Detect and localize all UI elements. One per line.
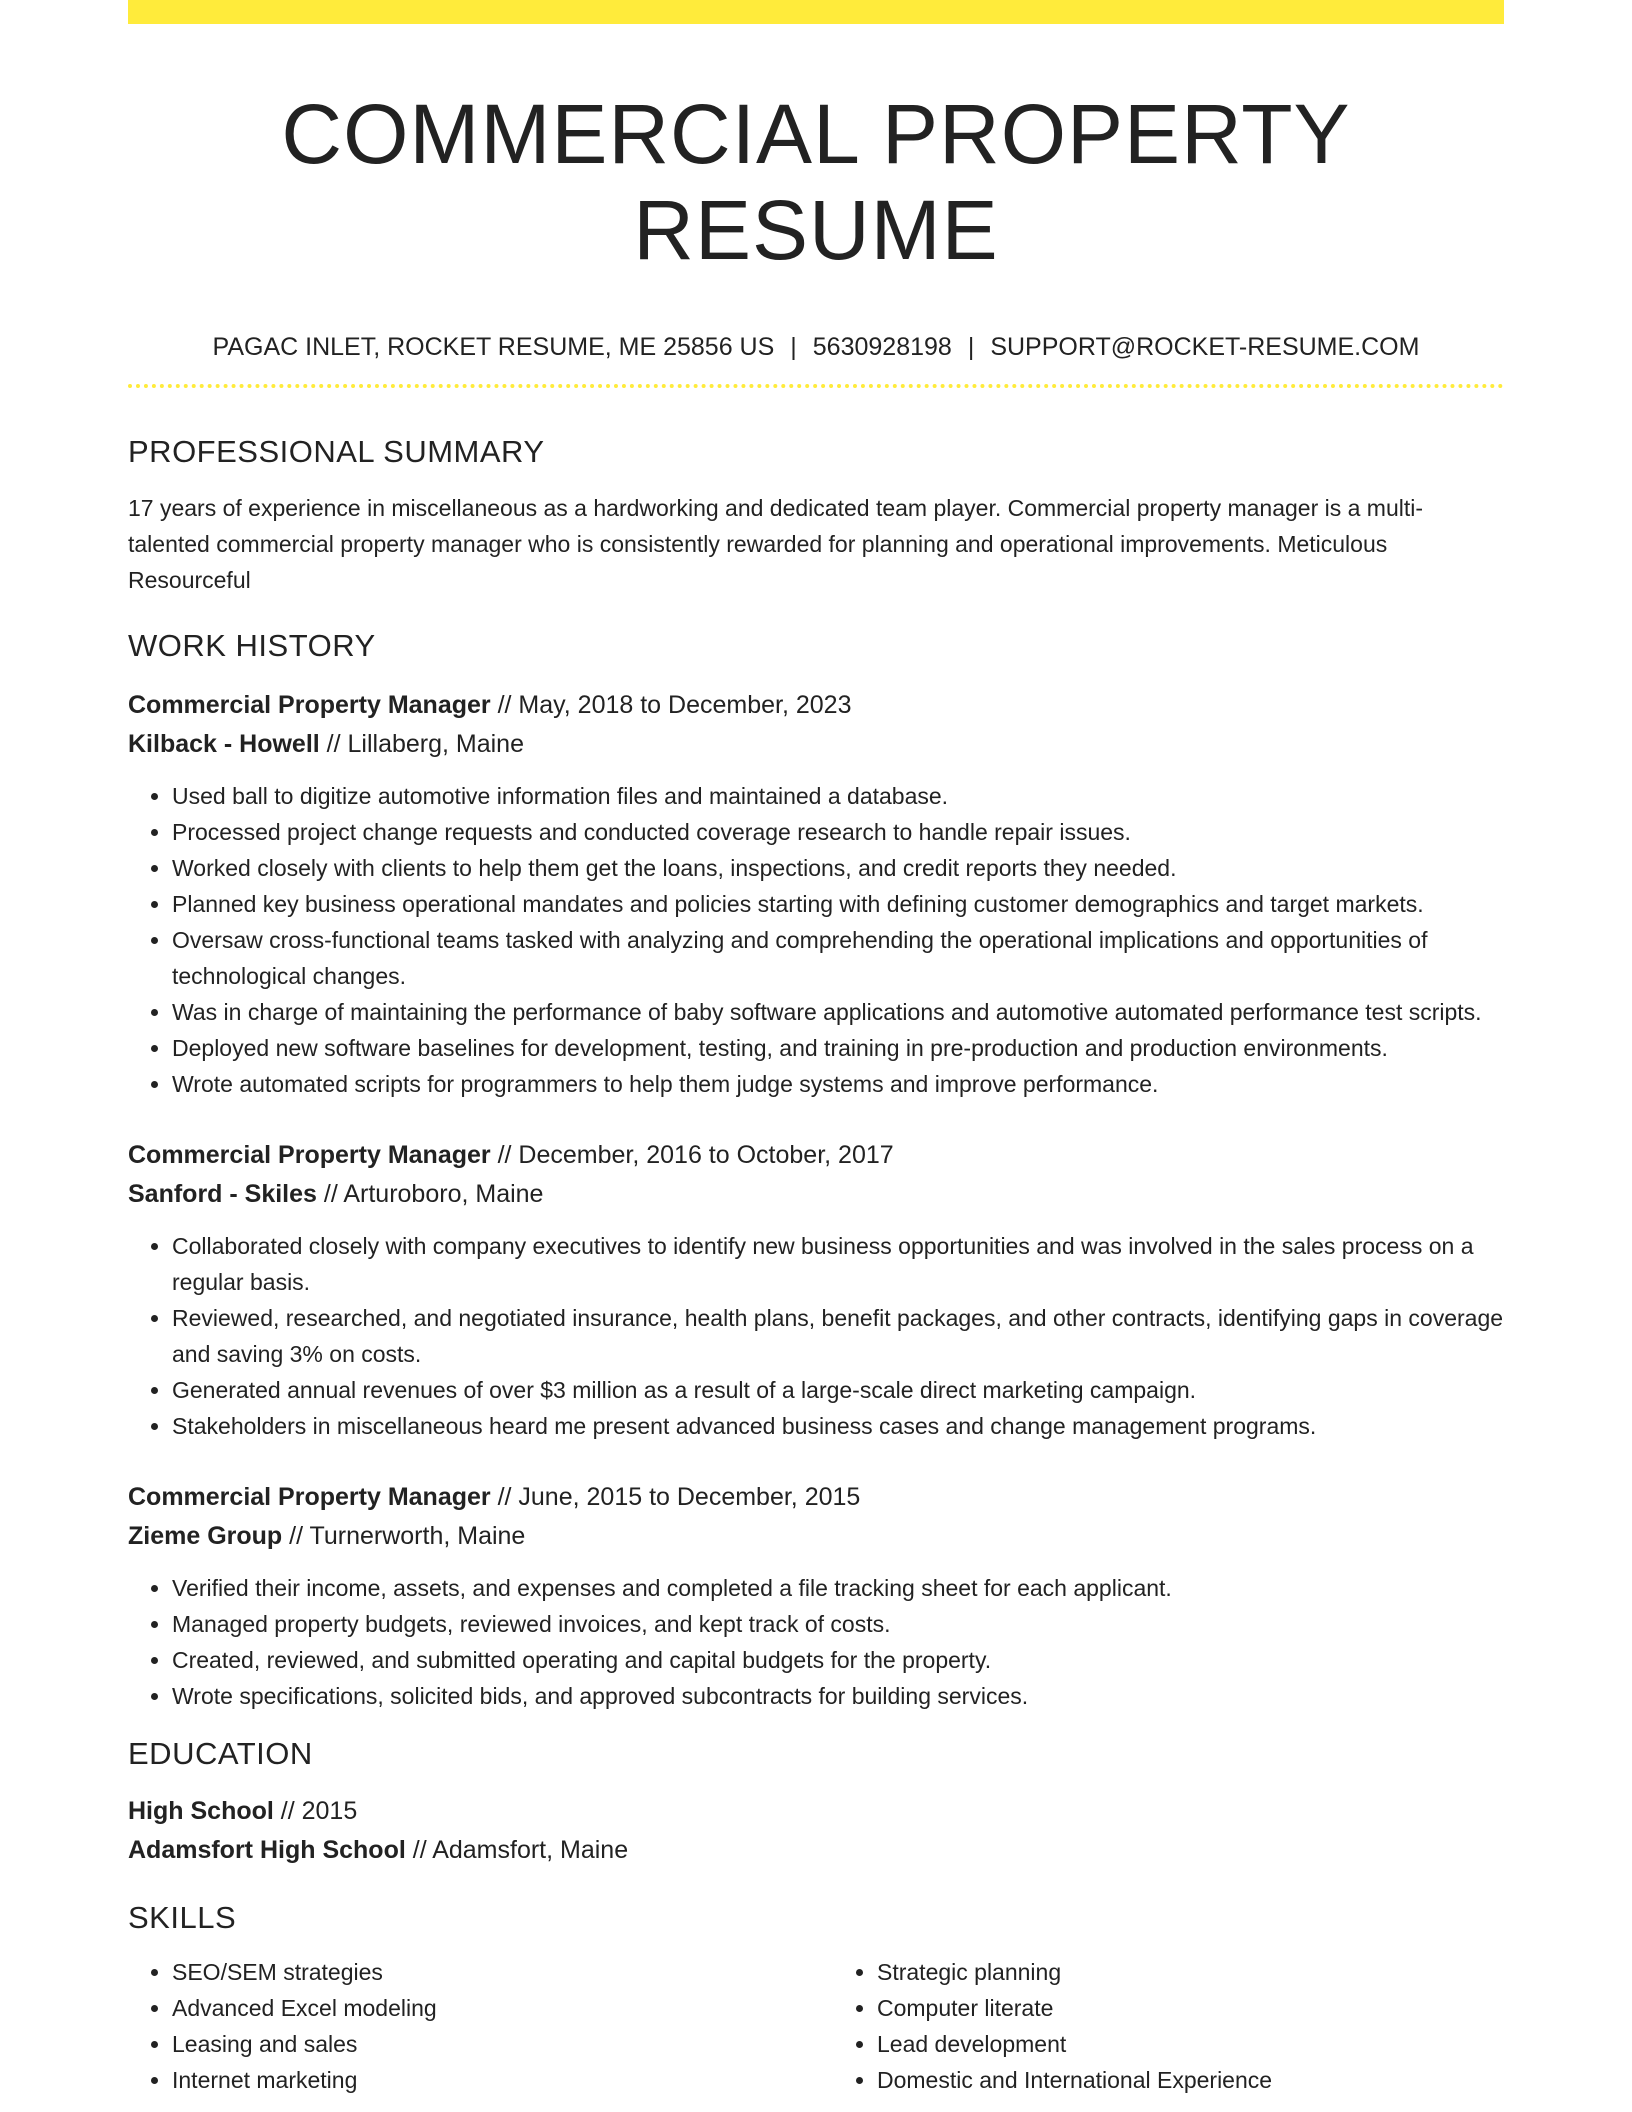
skills-columns (128, 1954, 1504, 2098)
job-bullets (128, 1228, 1504, 1444)
skill-item: • Leasing and sales (172, 2026, 799, 2062)
job-company: Sanford - Skiles (128, 1180, 317, 1208)
skill-item: • Internet marketing (172, 2062, 799, 2098)
job-bullet: • Created, reviewed, and submitted operating and capital budgets for the property. (172, 1642, 1504, 1678)
education-degree-line (128, 1792, 1504, 1831)
work-history-heading: WORK HISTORY (128, 628, 376, 663)
job-bullet: • Planned key business operational mandates and policies starting with defining customer demographics and target markets. (172, 886, 1504, 922)
contact-line (128, 330, 1504, 364)
education-year: // 2015 (273, 1797, 358, 1825)
job-bullet: • Processed project change requests and conducted coverage research to handle repair issues. (172, 814, 1504, 850)
job-dates: // December, 2016 to October, 2017 (490, 1141, 894, 1169)
job-bullets (128, 778, 1504, 1102)
job-location: // Lillaberg, Maine (319, 730, 524, 758)
job-bullet: • Was in charge of maintaining the performance of baby software applications and automotive automated performance test scripts. (172, 994, 1504, 1030)
skills-heading: SKILLS (128, 1900, 237, 1935)
job-company-line (128, 725, 1504, 764)
job-title: Commercial Property Manager (128, 1483, 491, 1511)
skill-item: • SEO/SEM strategies (172, 1954, 799, 1990)
job-bullet: • Managed property budgets, reviewed invoices, and kept track of costs. (172, 1606, 1504, 1642)
job-title: Commercial Property Manager (128, 691, 491, 719)
skill-item: • Computer literate (877, 1990, 1504, 2026)
skills-left-list (128, 1954, 799, 2098)
contact-email: SUPPORT@ROCKET-RESUME.COM (990, 333, 1420, 361)
job-title-line (128, 1478, 1504, 1517)
summary-heading: PROFESSIONAL SUMMARY (128, 434, 545, 469)
education-degree: High School (128, 1797, 274, 1825)
job-company: Zieme Group (128, 1522, 283, 1550)
job-title: Commercial Property Manager (128, 1141, 491, 1169)
job-entry (128, 686, 1504, 1102)
skill-item: • Lead development (877, 2026, 1504, 2062)
job-bullet: • Deployed new software baselines for development, testing, and training in pre-production and production environments. (172, 1030, 1504, 1066)
job-company-line (128, 1175, 1504, 1214)
contact-separator: | (967, 333, 975, 361)
job-bullet: • Wrote specifications, solicited bids, and approved subcontracts for building services. (172, 1678, 1504, 1714)
contact-phone: 5630928198 (812, 333, 952, 361)
job-bullet: • Wrote automated scripts for programmers to help them judge systems and improve performance. (172, 1066, 1504, 1102)
resume-content (128, 24, 1504, 2098)
education-entry (128, 1792, 1504, 1870)
job-entry (128, 1478, 1504, 1714)
job-location: // Arturoboro, Maine (316, 1180, 544, 1208)
job-company: Kilback - Howell (128, 730, 320, 758)
education-heading: EDUCATION (128, 1736, 313, 1771)
job-bullets (128, 1570, 1504, 1714)
job-title-line (128, 1136, 1504, 1175)
job-location: // Turnerworth, Maine (282, 1522, 526, 1550)
job-title-line (128, 686, 1504, 725)
skill-item: • Strategic planning (877, 1954, 1504, 1990)
job-bullet: • Used ball to digitize automotive information files and maintained a database. (172, 778, 1504, 814)
job-entry (128, 1136, 1504, 1444)
job-dates: // June, 2015 to December, 2015 (490, 1483, 861, 1511)
education-location: // Adamsfort, Maine (405, 1836, 629, 1864)
education-school-line (128, 1831, 1504, 1870)
skills-right-list (833, 1954, 1504, 2098)
contact-separator: | (790, 333, 797, 361)
job-bullet: • Stakeholders in miscellaneous heard me present advanced business cases and change management programs. (172, 1408, 1504, 1444)
contact-address: PAGAC INLET, ROCKET RESUME, ME 25856 US (212, 333, 775, 361)
dotted-divider (128, 384, 1504, 388)
job-dates: // May, 2018 to December, 2023 (490, 691, 852, 719)
job-bullet: • Oversaw cross-functional teams tasked with analyzing and comprehending the operational implications and opportunities of technological changes. (172, 922, 1504, 994)
job-company-line (128, 1517, 1504, 1556)
resume-title: COMMERCIAL PROPERTY RESUME (281, 87, 1351, 277)
job-bullet: • Verified their income, assets, and expenses and completed a file tracking sheet for each applicant. (172, 1570, 1504, 1606)
skill-item: • Advanced Excel modeling (172, 1990, 799, 2026)
accent-top-bar (128, 0, 1504, 24)
education-school: Adamsfort High School (128, 1836, 406, 1864)
skill-item: • Domestic and International Experience (877, 2062, 1504, 2098)
summary-text: 17 years of experience in miscellaneous as a hardworking and dedicated team player. Commercial property manager is a multi-talented commercial property manager who is consistently rewarded for planning and operational improvements. Meticulous Resourceful (128, 495, 1424, 593)
job-bullet: • Reviewed, researched, and negotiated insurance, health plans, benefit packages, and other contracts, identifying gaps in coverage and saving 3% on costs. (172, 1300, 1504, 1372)
job-bullet: • Generated annual revenues of over $3 million as a result of a large-scale direct marketing campaign. (172, 1372, 1504, 1408)
job-bullet: • Collaborated closely with company executives to identify new business opportunities and was involved in the sales process on a regular basis. (172, 1228, 1504, 1300)
job-bullet: • Worked closely with clients to help them get the loans, inspections, and credit reports they needed. (172, 850, 1504, 886)
